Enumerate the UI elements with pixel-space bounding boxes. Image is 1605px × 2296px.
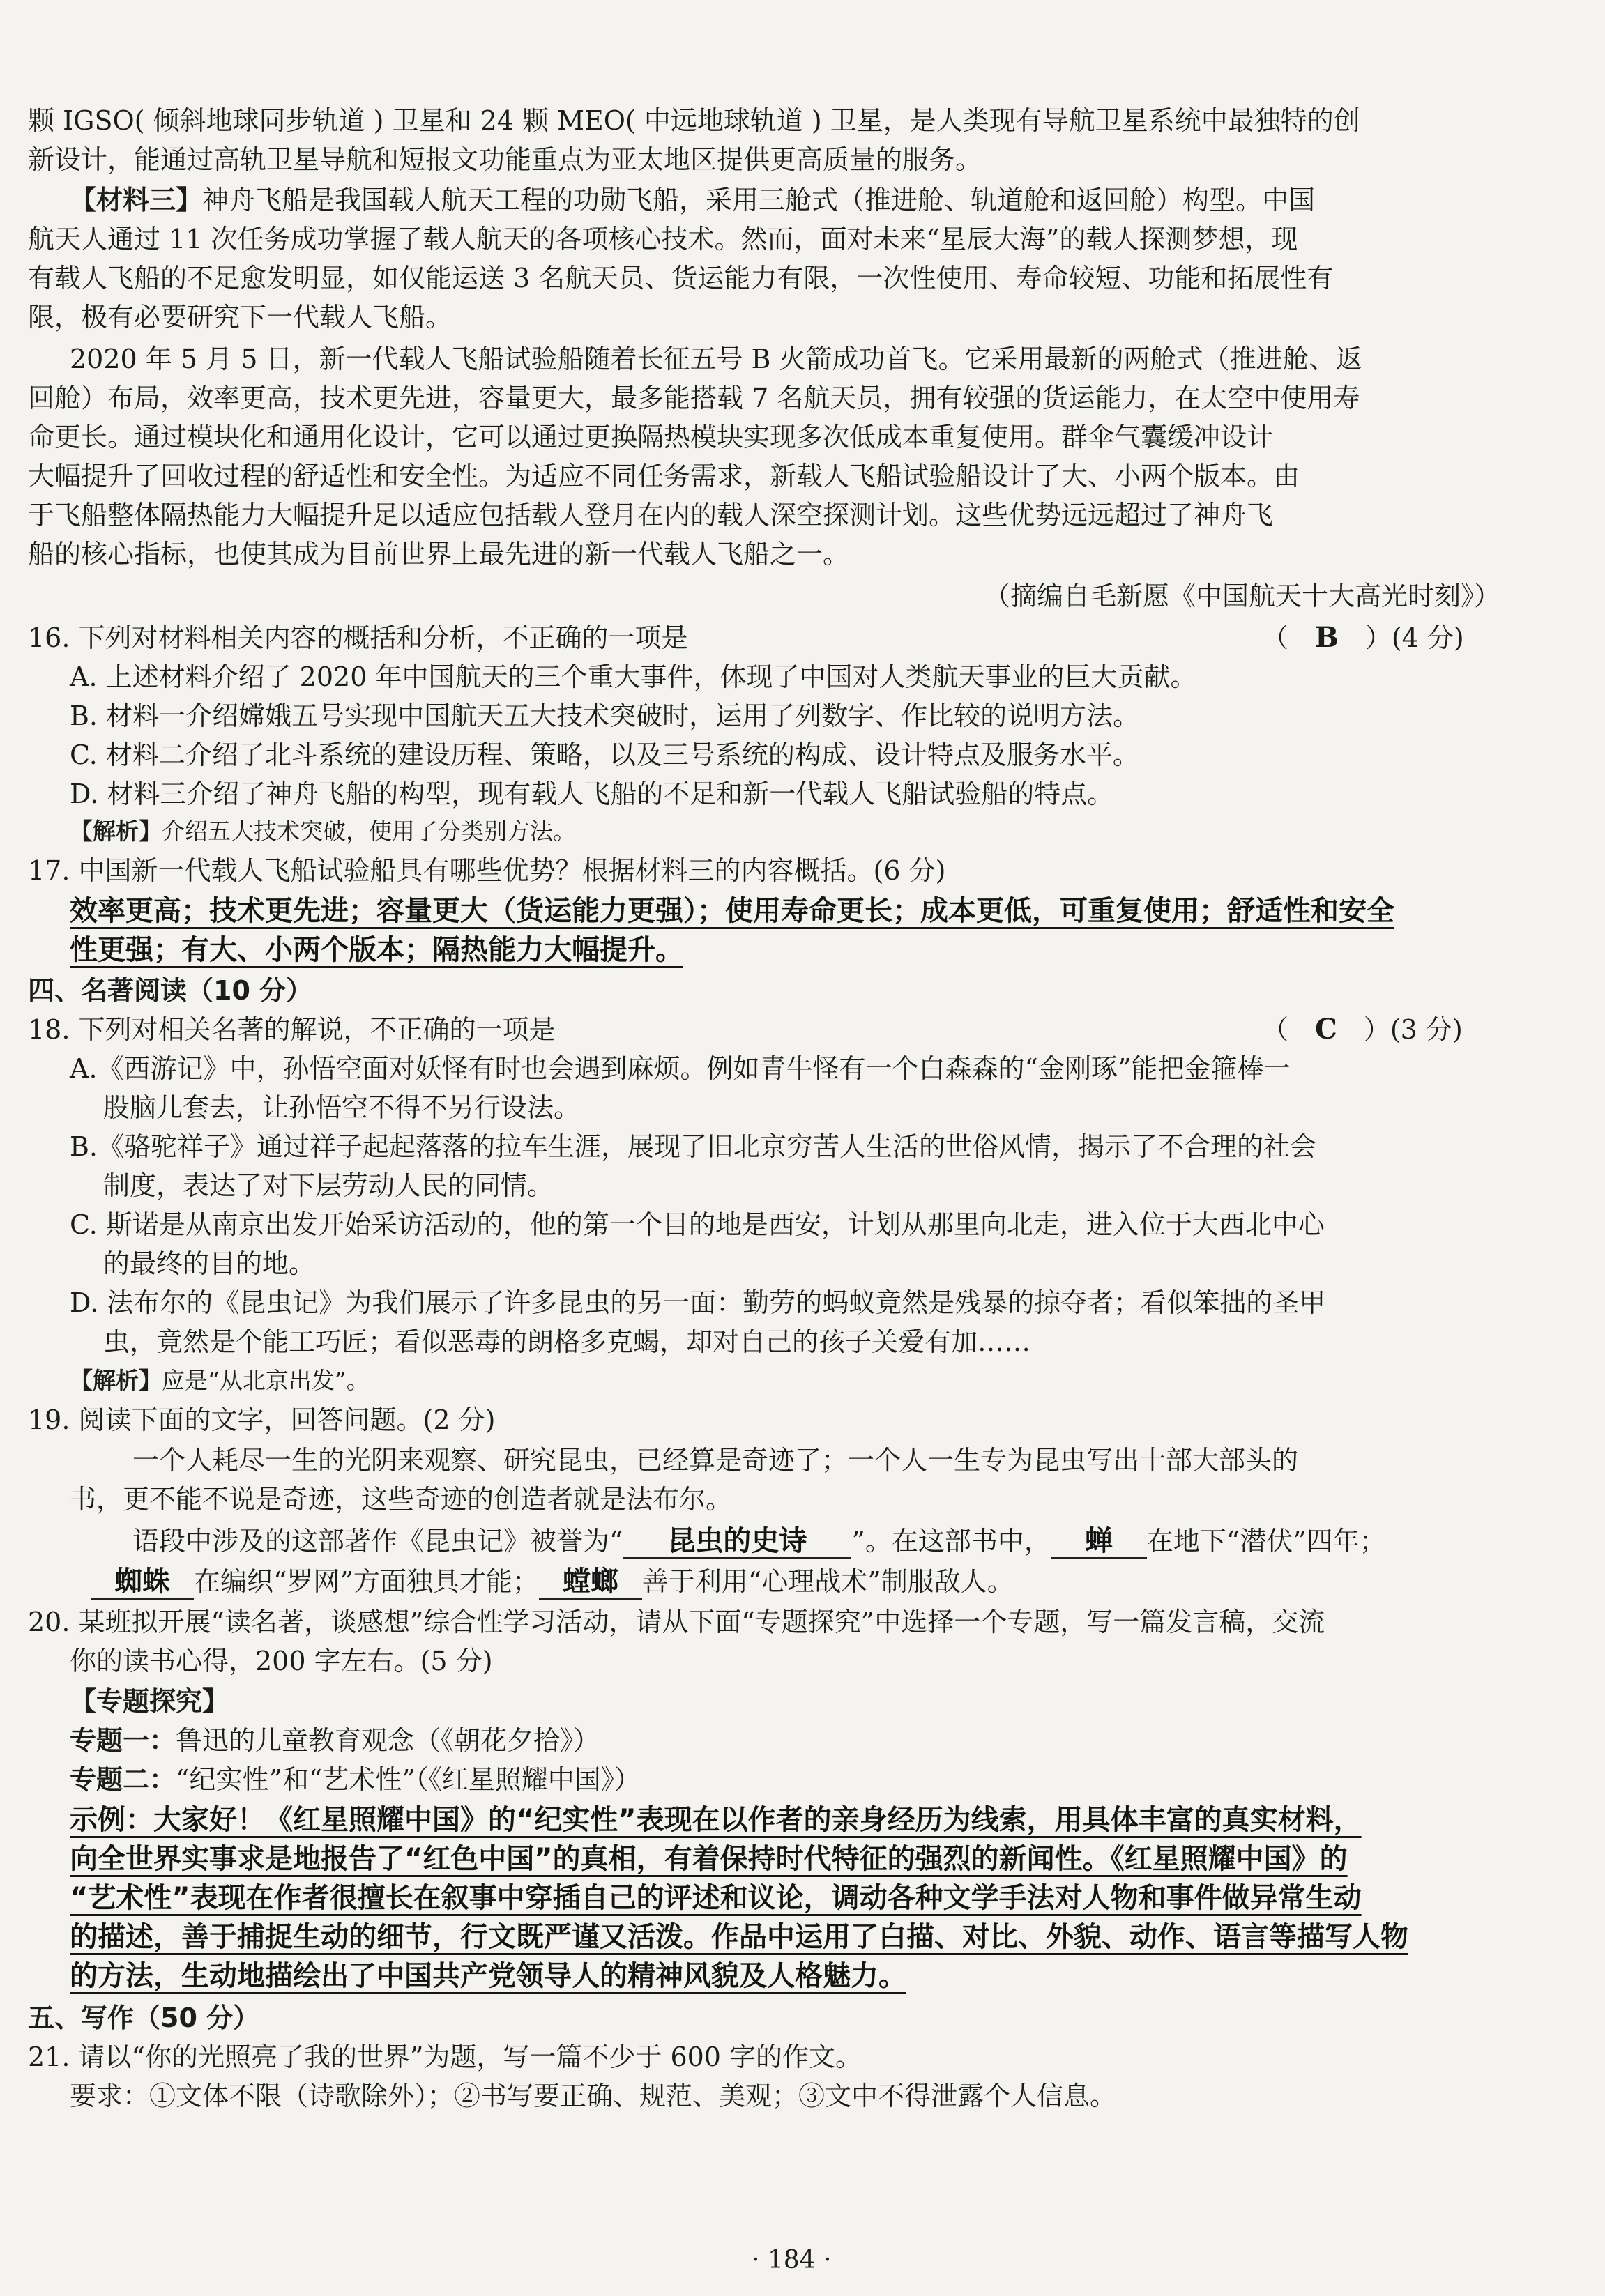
passage-line: 一个人耗尽一生的光阴来观察、研究昆虫，已经算是奇迹了；一个人一生专为昆虫写出十部大部头的 xyxy=(132,1445,1299,1476)
question-16-stem: 16. 下列对材料相关内容的概括和分析，不正确的一项是 xyxy=(28,622,688,653)
section-4-title: 四、名著阅读（10 分） xyxy=(28,975,313,1006)
question-18-answer-box: （ C ）(3 分) xyxy=(1262,1013,1463,1046)
text-line: 大幅提升了回收过程的舒适性和安全性。为适应不同任务需求，新载人飞船试验船设计了大、小两个版本。由 xyxy=(28,461,1300,491)
option-d: D. 法布尔的《昆虫记》为我们展示了许多昆虫的另一面：勤劳的蚂蚁竟然是残暴的掠夺者；看似笨拙的圣甲 xyxy=(70,1287,1326,1318)
question-18-stem: 18. 下列对相关名著的解说，不正确的一项是 xyxy=(28,1014,556,1045)
question-16-answer-box: （ B ）(4 分) xyxy=(1262,621,1464,654)
question-21-requirements: 要求：①文体不限（诗歌除外）；②书写要正确、规范、美观；③文中不得泄露个人信息。 xyxy=(70,2081,1117,2111)
blank-3: 蜘蛛 xyxy=(91,1566,194,1600)
text-line: 命更长。通过模块化和通用化设计，它可以通过更换隔热模块实现多次低成本重复使用。群伞气囊缓冲设计 xyxy=(28,422,1274,452)
text-line: 神舟飞船是我国载人航天工程的功勋飞船，采用三舱式（推进舱、轨道舱和返回舱）构型。中国 xyxy=(202,185,1316,215)
question-17-stem: 17. 中国新一代载人飞船试验船具有哪些优势？根据材料三的内容概括。(6 分) xyxy=(28,855,946,886)
option-b-cont: 制度，表达了对下层劳动人民的同情。 xyxy=(103,1170,554,1201)
text-line: 限，极有必要研究下一代载人飞船。 xyxy=(28,302,452,332)
option-b: B.《骆驼祥子》通过祥子起起落落的拉车生涯，展现了旧北京穷苦人生活的世俗风情，揭示了不合理的社会 xyxy=(70,1131,1317,1162)
text-line: 航天人通过 11 次任务成功掌握了载人航天的各项核心技术。然而，面对未来“星辰大海”的载人探测梦想，现 xyxy=(28,224,1298,254)
question-16-analysis: 【解析】介绍五大技术突破，使用了分类别方法。 xyxy=(70,818,576,845)
blank-1: 昆虫的史诗 xyxy=(623,1525,851,1559)
topic-1: 专题一：鲁迅的儿童教育观念（《朝花夕拾》） xyxy=(70,1724,600,1756)
question-18-analysis: 【解析】应是“从北京出发”。 xyxy=(70,1367,370,1394)
question-16-answer: B xyxy=(1315,621,1339,654)
option-d-cont: 虫，竟然是个能工巧匠；看似恶毒的朗格多克蝎，却对自己的孩子关爱有加…… xyxy=(103,1326,1031,1357)
question-20-answer: 示例：大家好！《红星照耀中国》的“纪实性”表现在以作者的亲身经历为线索，用具体丰富的真实材料， xyxy=(70,1804,1362,1836)
question-20-answer: 的方法，生动地描绘出了中国共产党领导人的精神风貌及人格魅力。 xyxy=(70,1960,906,1992)
option-c: C. 材料二介绍了北斗系统的建设历程、策略，以及三号系统的构成、设计特点及服务水平。 xyxy=(70,740,1139,770)
question-17-answer: 性更强；有大、小两个版本；隔热能力大幅提升。 xyxy=(70,934,683,966)
question-20-stem-cont: 你的读书心得，200 字左右。(5 分) xyxy=(70,1646,493,1676)
option-d: D. 材料三介绍了神舟飞船的构型，现有载人飞船的不足和新一代载人飞船试验船的特点。 xyxy=(70,779,1114,809)
text-line: 有载人飞船的不足愈发明显，如仅能运送 3 名航天员、货运能力有限，一次性使用、寿命较短、功能和拓展性有 xyxy=(28,263,1334,293)
question-20-stem: 20. 某班拟开展“读名著，谈感想”综合性学习活动，请从下面“专题探究”中选择一个专题，写一篇发言稿，交流 xyxy=(28,1607,1325,1637)
passage-line: 书，更不能不说是奇迹，这些奇迹的创造者就是法布尔。 xyxy=(70,1484,733,1515)
question-20-answer: 向全世界实事求是地报告了“红色中国”的真相，有着保持时代特征的强烈的新闻性。《红星照耀中国》的 xyxy=(70,1843,1348,1875)
topic-2: 专题二：“纪实性”和“艺术性”（《红星照耀中国》） xyxy=(70,1763,641,1795)
source-citation: （摘编自毛新愿《中国航天十大高光时刻》） xyxy=(983,581,1500,611)
question-21-stem: 21. 请以“你的光照亮了我的世界”为题，写一篇不少于 600 字的作文。 xyxy=(28,2042,862,2072)
section-5-title: 五、写作（50 分） xyxy=(28,2003,260,2033)
material3-paragraph1 xyxy=(70,183,1315,217)
page-number: · 184 · xyxy=(752,2246,832,2274)
blank-4: 螳螂 xyxy=(539,1566,642,1600)
option-c-cont: 的最终的目的地。 xyxy=(103,1248,316,1279)
blank-2: 蝉 xyxy=(1051,1525,1147,1559)
text-line: 新设计，能通过高轨卫星导航和短报文功能重点为亚太地区提供更高质量的服务。 xyxy=(28,144,982,175)
option-b: B. 材料一介绍嫦娥五号实现中国航天五大技术突破时，运用了列数字、作比较的说明方法。 xyxy=(70,701,1140,731)
material3-tag: 【材料三】 xyxy=(70,184,203,215)
fill-line: 语段中涉及的这部著作《昆虫记》被誉为“ 昆虫的史诗 ”。在这部书中， 蝉 在地下“潜伏”四年； xyxy=(132,1524,1386,1559)
question-20-answer: 的描述，善于捕捉生动的细节，行文既严谨又活泼。作品中运用了白描、对比、外貌、动作、语言等描写人物 xyxy=(70,1921,1408,1953)
text-line: 2020 年 5 月 5 日，新一代载人飞船试验船随着长征五号 B 火箭成功首飞。它采用最新的两舱式（推进舱、返 xyxy=(70,344,1362,374)
question-17-answer: 效率更高；技术更先进；容量更大（货运能力更强）；使用寿命更长；成本更低，可重复使用；舒适性和安全 xyxy=(70,895,1394,927)
text-line: 于飞船整体隔热能力大幅提升足以适应包括载人登月在内的载人深空探测计划。这些优势远远超过了神舟飞 xyxy=(28,500,1274,530)
question-19-stem: 19. 阅读下面的文字，回答问题。(2 分) xyxy=(28,1405,496,1435)
topic-heading: 【专题探究】 xyxy=(70,1686,229,1717)
option-a: A. 上述材料介绍了 2020 年中国航天的三个重大事件，体现了中国对人类航天事业的巨大贡献。 xyxy=(70,661,1197,692)
question-20-answer: “艺术性”表现在作者很擅长在叙事中穿插自己的评述和议论，调动各种文学手法对人物和事件做异常生动 xyxy=(70,1882,1362,1914)
option-a: A.《西游记》中，孙悟空面对妖怪有时也会遇到麻烦。例如青牛怪有一个白森森的“金刚琢”能把金箍棒一 xyxy=(70,1053,1291,1084)
fill-line: 蜘蛛 在编织“罗网”方面独具才能； 螳螂 善于利用“心理战术”制服敌人。 xyxy=(91,1564,1014,1600)
option-a-cont: 股脑儿套去，让孙悟空不得不另行设法。 xyxy=(103,1092,581,1123)
text-line: 船的核心指标，也使其成为目前世界上最先进的新一代载人飞船之一。 xyxy=(28,539,850,569)
text-line: 颗 IGSO( 倾斜地球同步轨道 ) 卫星和 24 颗 MEO( 中远地球轨道 ) 卫星，是人类现有导航卫星系统中最独特的创 xyxy=(28,105,1360,136)
question-18-answer: C xyxy=(1315,1013,1337,1046)
option-c: C. 斯诺是从南京出发开始采访活动的，他的第一个目的地是西安，计划从那里向北走，进入位于大西北中心 xyxy=(70,1209,1325,1240)
text-line: 回舱）布局，效率更高，技术更先进，容量更大，最多能搭载 7 名航天员，拥有较强的货运能力，在太空中使用寿 xyxy=(28,383,1360,413)
